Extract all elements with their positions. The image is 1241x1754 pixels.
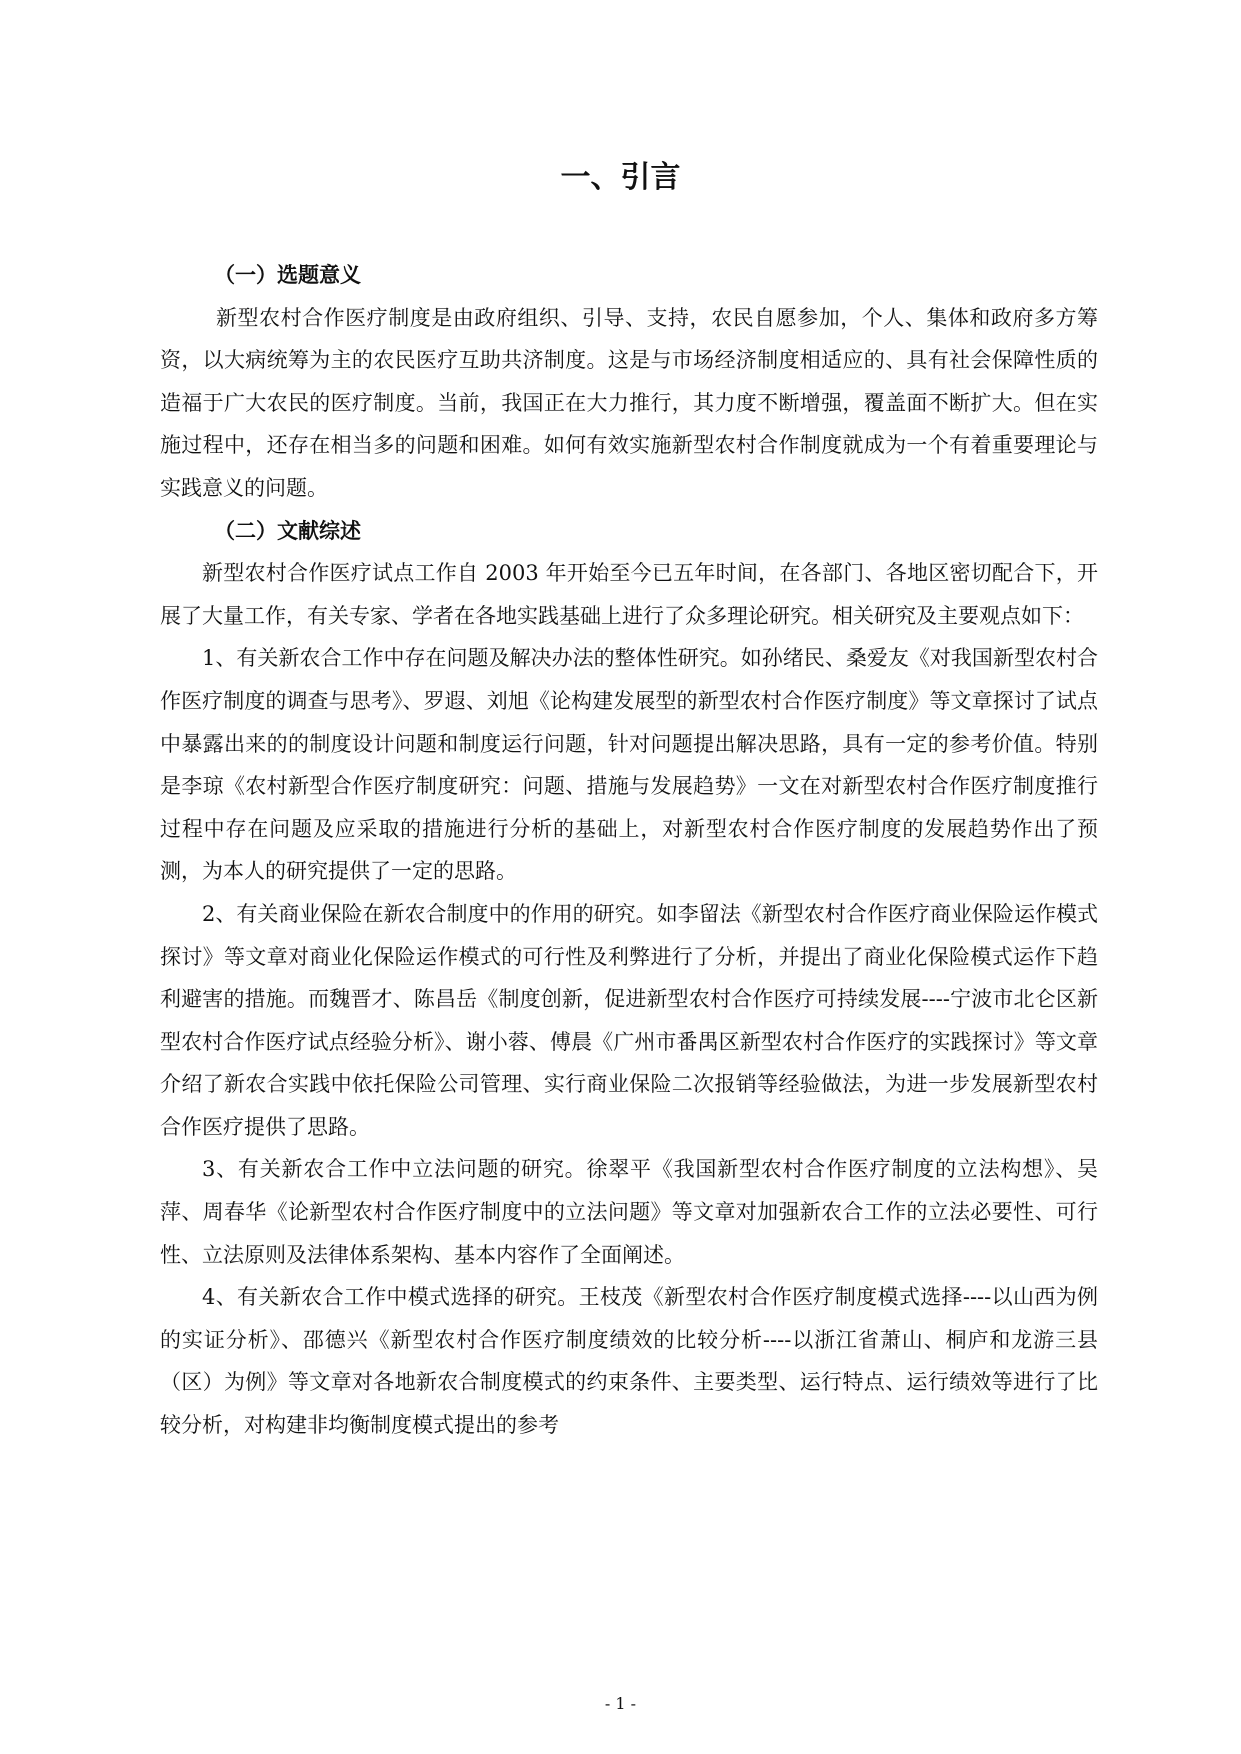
page-title: 一、引言 [560,160,681,195]
paragraph-significance: 新型农村合作医疗制度是由政府组织、引导、支持，农民自愿参加，个人、集体和政府多方筹资，以大病统筹为主的农民医疗互助共济制度。这是与市场经济制度相适应的、具有社会保障性质的造福于广大农民的医疗制度。当前，我国正在大力推行，其力度不断增强，覆盖面不断扩大。但在实施过程中，还存在相当多的问题和困难。如何有效实施新型农村合作制度就成为一个有着重要理论与实践意义的问题。 [160,305,1098,500]
paragraph-review-item-4: 4、有关新农合工作中模式选择的研究。王枝茂《新型农村合作医疗制度模式选择----以山西为例的实证分析》、邵德兴《新型农村合作医疗制度绩效的比较分析----以浙江省萧山、桐庐和龙游三县（区）为例》等文章对各地新农合制度模式的约束条件、主要类型、运行特点、运行绩效等进行了比较分析，对构建非均衡制度模式提出的参考 [160,1285,1098,1438]
paragraph-review-intro: 新型农村合作医疗试点工作自 2003 年开始至今已五年时间，在各部门、各地区密切配合下，开展了大量工作，有关专家、学者在各地实践基础上进行了众多理论研究。相关研究及主要观点如下： [160,561,1098,628]
paragraph-review-item-3: 3、有关新农合工作中立法问题的研究。徐翠平《我国新型农村合作医疗制度的立法构想》、吴萍、周春华《论新型农村合作医疗制度中的立法问题》等文章对加强新农合工作的立法必要性、可行性、立法原则及法律体系架构、基本内容作了全面阐述。 [160,1157,1098,1267]
section-heading-literature-review: （二）文献综述 [214,518,361,543]
page-number: - 1 - [604,1694,637,1713]
document-body [160,254,1098,1447]
section-heading-significance: （一）选题意义 [214,263,361,287]
paragraph-review-item-1: 1、有关新农合工作中存在问题及解决办法的整体性研究。如孙绪民、桑爱友《对我国新型农村合作医疗制度的调查与思考》、罗遐、刘旭《论构建发展型的新型农村合作医疗制度》等文章探讨了试点中暴露出来的的制度设计问题和制度运行问题，针对问题提出解决思路，具有一定的参考价值。特别是李琼《农村新型合作医疗制度研究：问题、措施与发展趋势》一文在对新型农村合作医疗制度推行过程中存在问题及应采取的措施进行分析的基础上，对新型农村合作医疗制度的发展趋势作出了预测，为本人的研究提供了一定的思路。 [160,646,1098,884]
paragraph-review-item-2: 2、有关商业保险在新农合制度中的作用的研究。如李留法《新型农村合作医疗商业保险运作模式探讨》等文章对商业化保险运作模式的可行性及利弊进行了分析，并提出了商业化保险模式运作下趋利避害的措施。而魏晋才、陈昌岳《制度创新，促进新型农村合作医疗可持续发展----宁波市北仑区新型农村合作医疗试点经验分析》、谢小蓉、傅晨《广州市番禺区新型农村合作医疗的实践探讨》等文章介绍了新农合实践中依托保险公司管理、实行商业保险二次报销等经验做法，为进一步发展新型农村合作医疗提供了思路。 [160,901,1098,1139]
